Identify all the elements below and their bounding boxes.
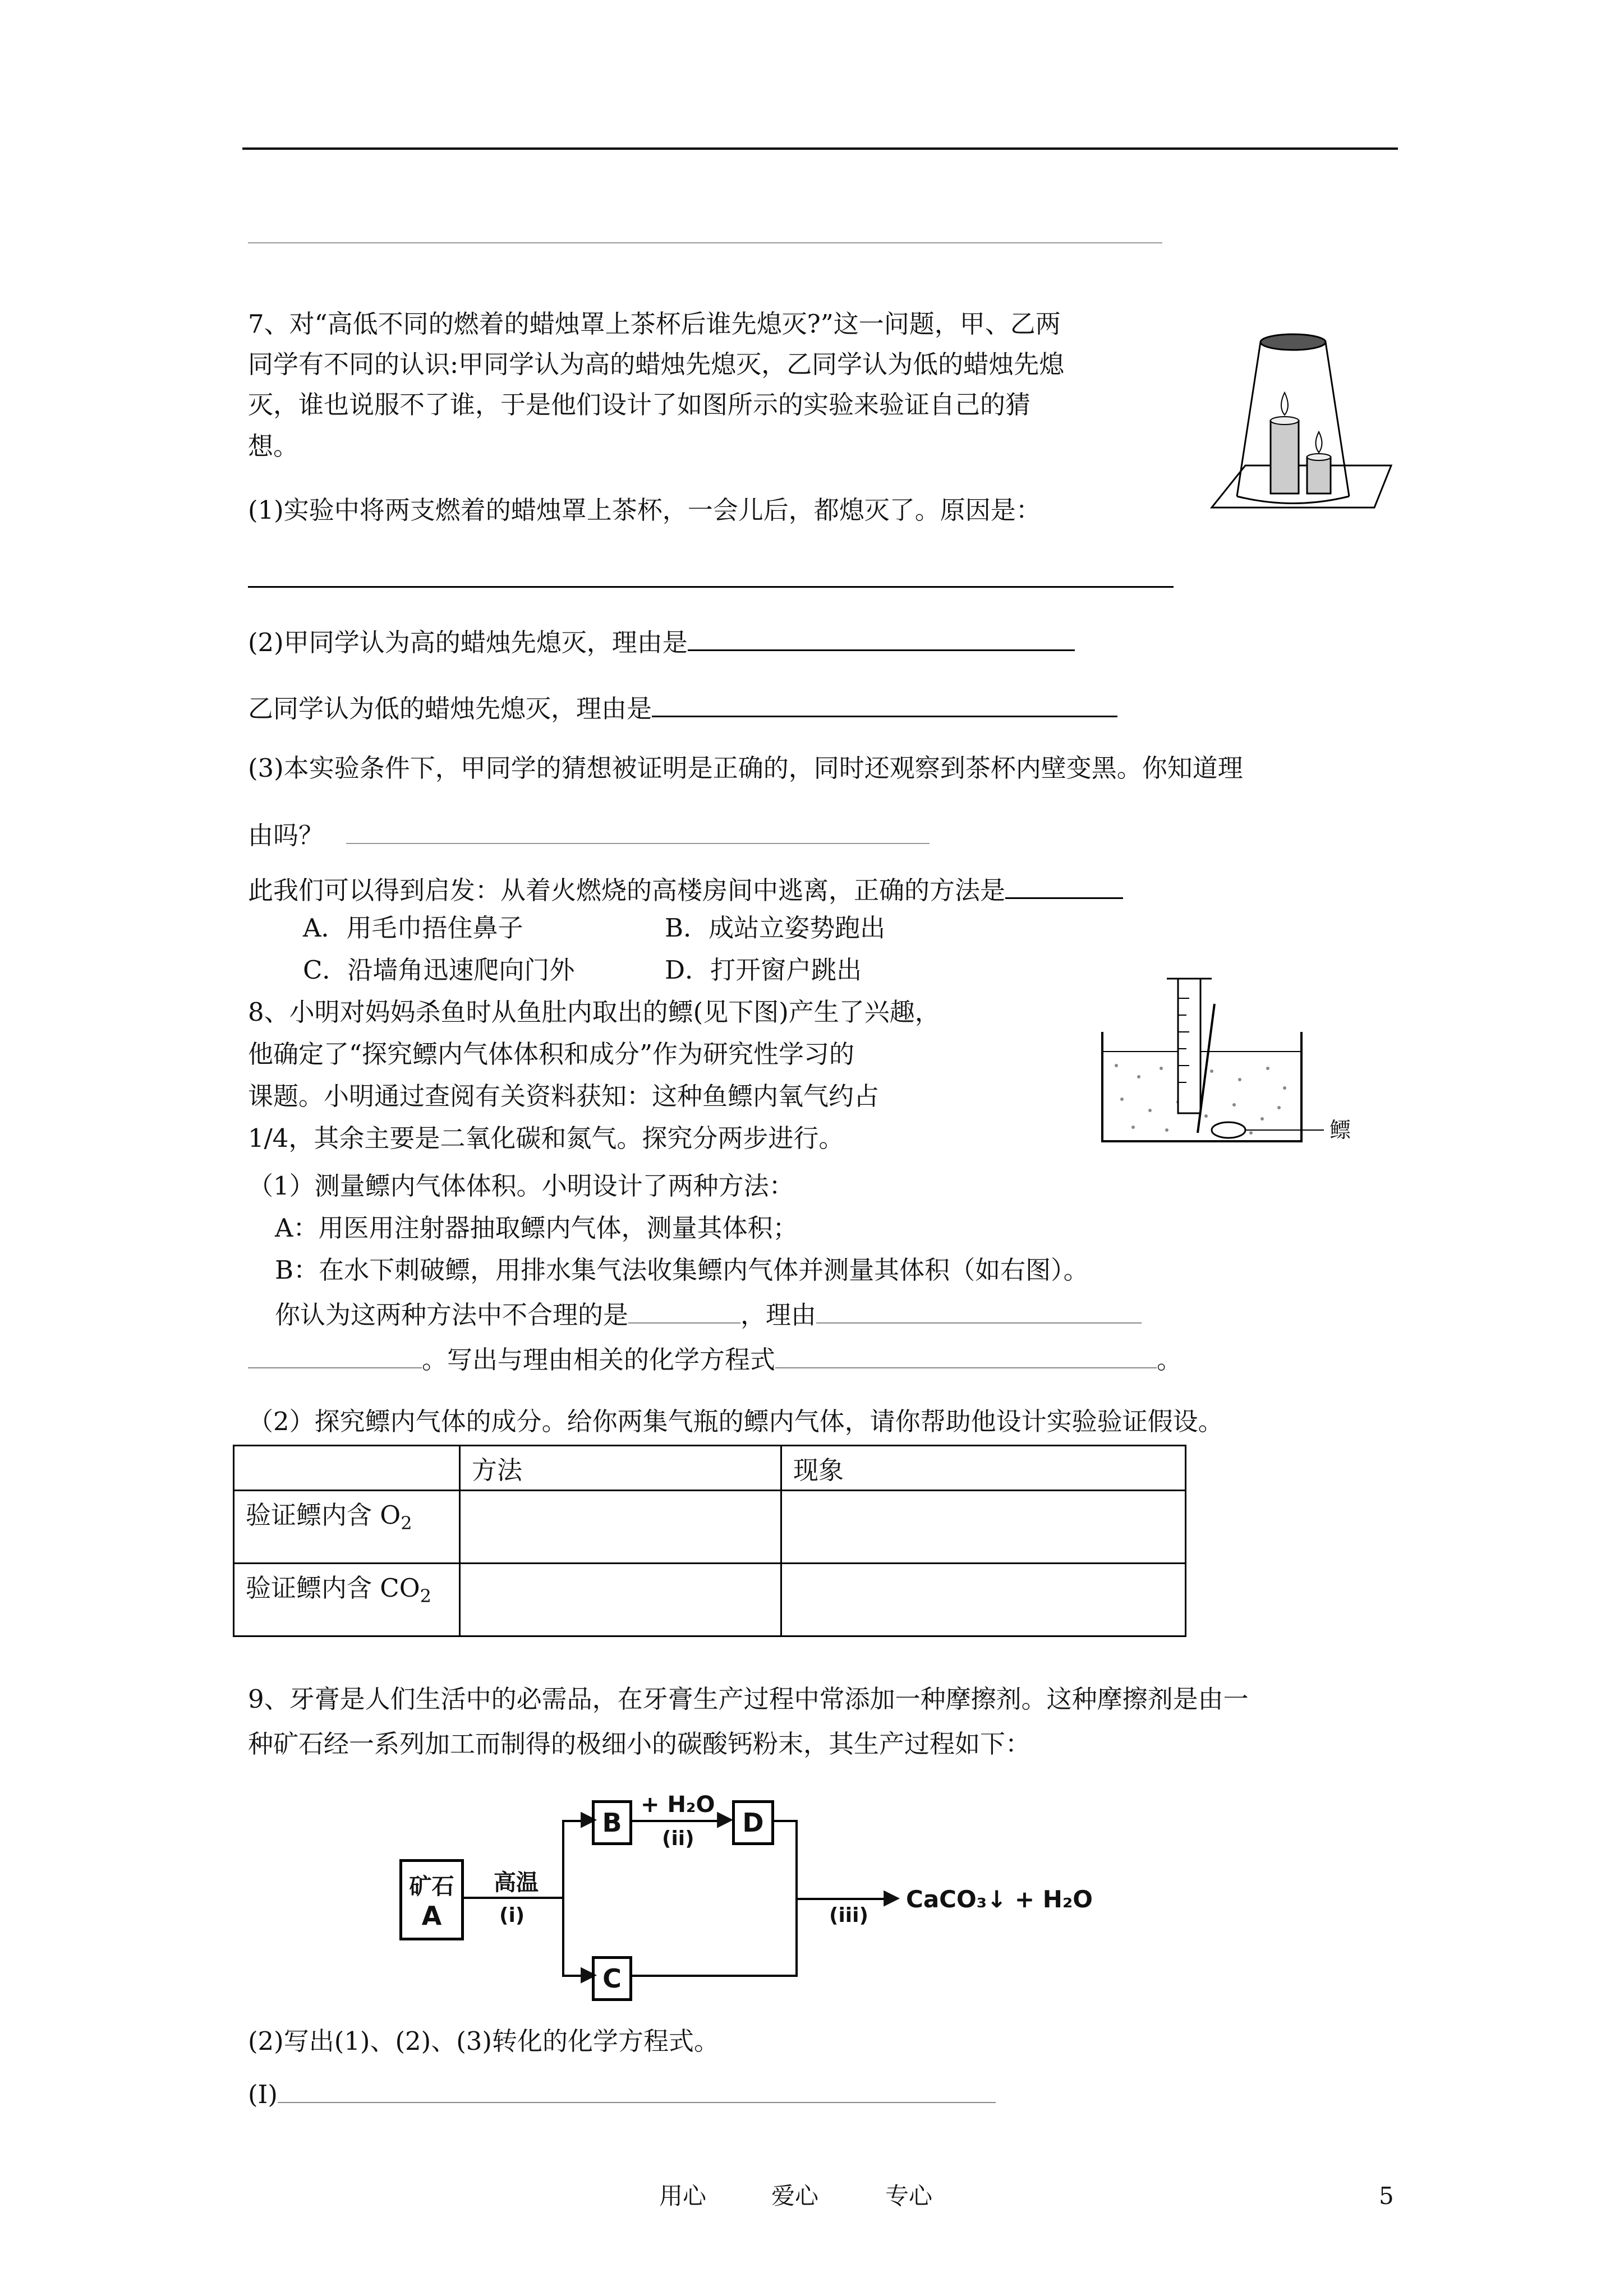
arrow-to-product: [795, 1898, 891, 1900]
q7-line1: 7、对“高低不同的燃着的蜡烛罩上茶杯后谁先熄灭?”这一问题，甲、乙两: [248, 309, 1061, 339]
q8-part1: （1）测量鳔内气体体积。小明设计了两种方法：: [248, 1171, 794, 1201]
arrow-to-product-head: ▶: [884, 1884, 900, 1909]
bladder-label: 鳔: [1329, 1118, 1351, 1142]
header-rule: [242, 147, 1398, 150]
q7-option-a: A．用毛巾捂住鼻子: [303, 913, 523, 943]
arrow-b-to-d: [632, 1820, 724, 1822]
q7-answer-2a[interactable]: [688, 623, 1075, 651]
co2-label-sub: 2: [420, 1585, 431, 1607]
branch-vertical-left: [562, 1820, 564, 1977]
arrow-b-to-d-head: ▶: [717, 1806, 734, 1831]
q8-line2: 他确定了“探究鳔内气体体积和成分”作为研究性学习的: [248, 1039, 855, 1069]
arrow-a-right: [461, 1897, 562, 1899]
q7-line4: 想。: [248, 431, 299, 461]
table-header-phenomenon: 现象: [781, 1446, 1186, 1491]
table-cell-o2-method[interactable]: [460, 1491, 781, 1564]
d-box: D: [732, 1800, 774, 1845]
table-row: [234, 1491, 1186, 1564]
table-row: [234, 1564, 1186, 1636]
q7-option-b: B．成站立姿势跑出: [665, 913, 886, 943]
co2-label-text: 验证鳔内含 CO: [246, 1573, 420, 1603]
q7-sub3b: [248, 816, 930, 852]
step2-reagent: + H₂O: [641, 1792, 715, 1818]
q7-sub2a-text: (2)甲同学认为高的蜡烛先熄灭，理由是: [248, 628, 688, 657]
q7-sub2a: [248, 623, 1075, 660]
q8-line1: 8、小明对妈妈杀鱼时从鱼肚内取出的鳔(见下图)产生了兴趣，: [248, 997, 940, 1027]
b-box: B: [592, 1800, 632, 1845]
product-label: CaCO₃↓ + H₂O: [906, 1885, 1093, 1913]
q7-sub3b-text: 由吗？: [248, 820, 324, 850]
q8-answer-equation[interactable]: [775, 1340, 1157, 1368]
q9-eq1: [248, 2075, 996, 2111]
step2-label: (ii): [662, 1827, 694, 1850]
table-row-o2-label: [234, 1491, 460, 1564]
table-cell-o2-phenomenon[interactable]: [781, 1491, 1186, 1564]
page-number: 5: [1379, 2182, 1394, 2210]
step1-condition: 高温: [494, 1870, 539, 1896]
table-cell-co2-phenomenon[interactable]: [781, 1564, 1186, 1636]
q8-method-a: A：用医用注射器抽取鳔内气体，测量其体积；: [275, 1213, 798, 1243]
q7-answer-2b[interactable]: [652, 689, 1117, 717]
footer-motto-1: 用心: [659, 2182, 707, 2210]
q8-method-b: B：在水下刺破鳔，用排水集气法收集鳔内气体并测量其体积（如右图）。: [275, 1255, 1089, 1285]
answer-line: [248, 242, 1162, 243]
q7-sub3c-text: 此我们可以得到启发：从着火燃烧的高楼房间中逃离，正确的方法是: [248, 875, 1006, 905]
q9-answer-eq1[interactable]: [278, 2075, 996, 2103]
q8-answer-method[interactable]: [628, 1295, 740, 1324]
q7-sub3a: (3)本实验条件下，甲同学的猜想被证明是正确的，同时还观察到茶杯内壁变黑。你知道理: [248, 753, 1243, 783]
q7-answer-3[interactable]: [346, 816, 930, 844]
q7-sub2b: [248, 689, 1117, 726]
q8-ask1b-text: ，理由: [740, 1300, 817, 1330]
q8-ask2-end: 。: [1157, 1345, 1183, 1375]
arrow-to-c-head: ▶: [581, 1961, 597, 1986]
q9-line2: 种矿石经一系列加工而制得的极细小的碳酸钙粉末，其生产过程如下：: [248, 1729, 1031, 1759]
ore-label: 矿石: [409, 1874, 454, 1899]
table-header-empty: [234, 1446, 460, 1491]
q7-option-d: D．打开窗户跳出: [665, 955, 862, 985]
d-out-line: [771, 1820, 797, 1822]
o2-label-text: 验证鳔内含 O: [246, 1500, 401, 1530]
q8-answer-reason-cont[interactable]: [248, 1340, 422, 1368]
q8-ask2: [248, 1340, 1182, 1377]
q8-verification-table: [233, 1445, 1186, 1637]
q7-line3: 灭，谁也说服不了谁，于是他们设计了如图所示的实验来验证自己的猜: [248, 390, 1031, 419]
q9-line1: 9、牙膏是人们生活中的必需品，在牙膏生产过程中常添加一种摩擦剂。这种摩擦剂是由一: [248, 1684, 1249, 1714]
footer-motto-2: 爱心: [771, 2182, 819, 2210]
bladder-apparatus-figure: [1099, 970, 1369, 1155]
q9-sub2: (2)写出(1)、(2)、(3)转化的化学方程式。: [248, 2026, 719, 2056]
step3-label: (iii): [829, 1904, 868, 1927]
q8-ask1: [275, 1295, 1142, 1332]
c-box: C: [592, 1956, 632, 2001]
c-out-line: [632, 1975, 797, 1977]
footer-motto-3: 专心: [885, 2182, 933, 2210]
table-header-row: [234, 1446, 1186, 1491]
table-cell-co2-method[interactable]: [460, 1564, 781, 1636]
q8-ask2-text: 。写出与理由相关的化学方程式: [422, 1345, 776, 1375]
table-header-method: 方法: [460, 1446, 781, 1491]
step1-label: (i): [499, 1904, 525, 1927]
candle-cup-figure: [1206, 331, 1397, 527]
o2-label-sub: 2: [401, 1513, 412, 1534]
q7-answer-1[interactable]: [248, 586, 1174, 588]
q8-line3: 课题。小明通过查阅有关资料获知：这种鱼鳔内氧气约占: [248, 1081, 880, 1111]
q8-ask1-text: 你认为这两种方法中不合理的是: [275, 1300, 629, 1330]
q7-option-c: C．沿墙角迅速爬向门外: [303, 955, 575, 985]
arrow-to-b-head: ▶: [581, 1806, 597, 1831]
q9-eq1-label: (Ⅰ): [248, 2080, 278, 2109]
q7-line2: 同学有不同的认识:甲同学认为高的蜡烛先熄灭，乙同学认为低的蜡烛先熄: [248, 349, 1065, 379]
table-row-co2-label: [234, 1564, 460, 1636]
q8-part2: （2）探究鳔内气体的成分。给你两集气瓶的鳔内气体，请你帮助他设计实验验证假设。: [248, 1407, 1223, 1436]
q8-answer-reason[interactable]: [816, 1295, 1142, 1324]
q8-line4: 1/4，其余主要是二氧化碳和氮气。探究分两步进行。: [248, 1123, 844, 1153]
ore-box: [399, 1859, 464, 1940]
q7-answer-choice[interactable]: [1005, 870, 1123, 899]
q7-sub2b-text: 乙同学认为低的蜡烛先熄灭，理由是: [248, 694, 652, 723]
q7-sub3c: [248, 870, 1123, 907]
q7-sub1: (1)实验中将两支燃着的蜡烛罩上茶杯，一会儿后，都熄灭了。原因是：: [248, 495, 1041, 525]
ore-letter: A: [421, 1901, 442, 1931]
